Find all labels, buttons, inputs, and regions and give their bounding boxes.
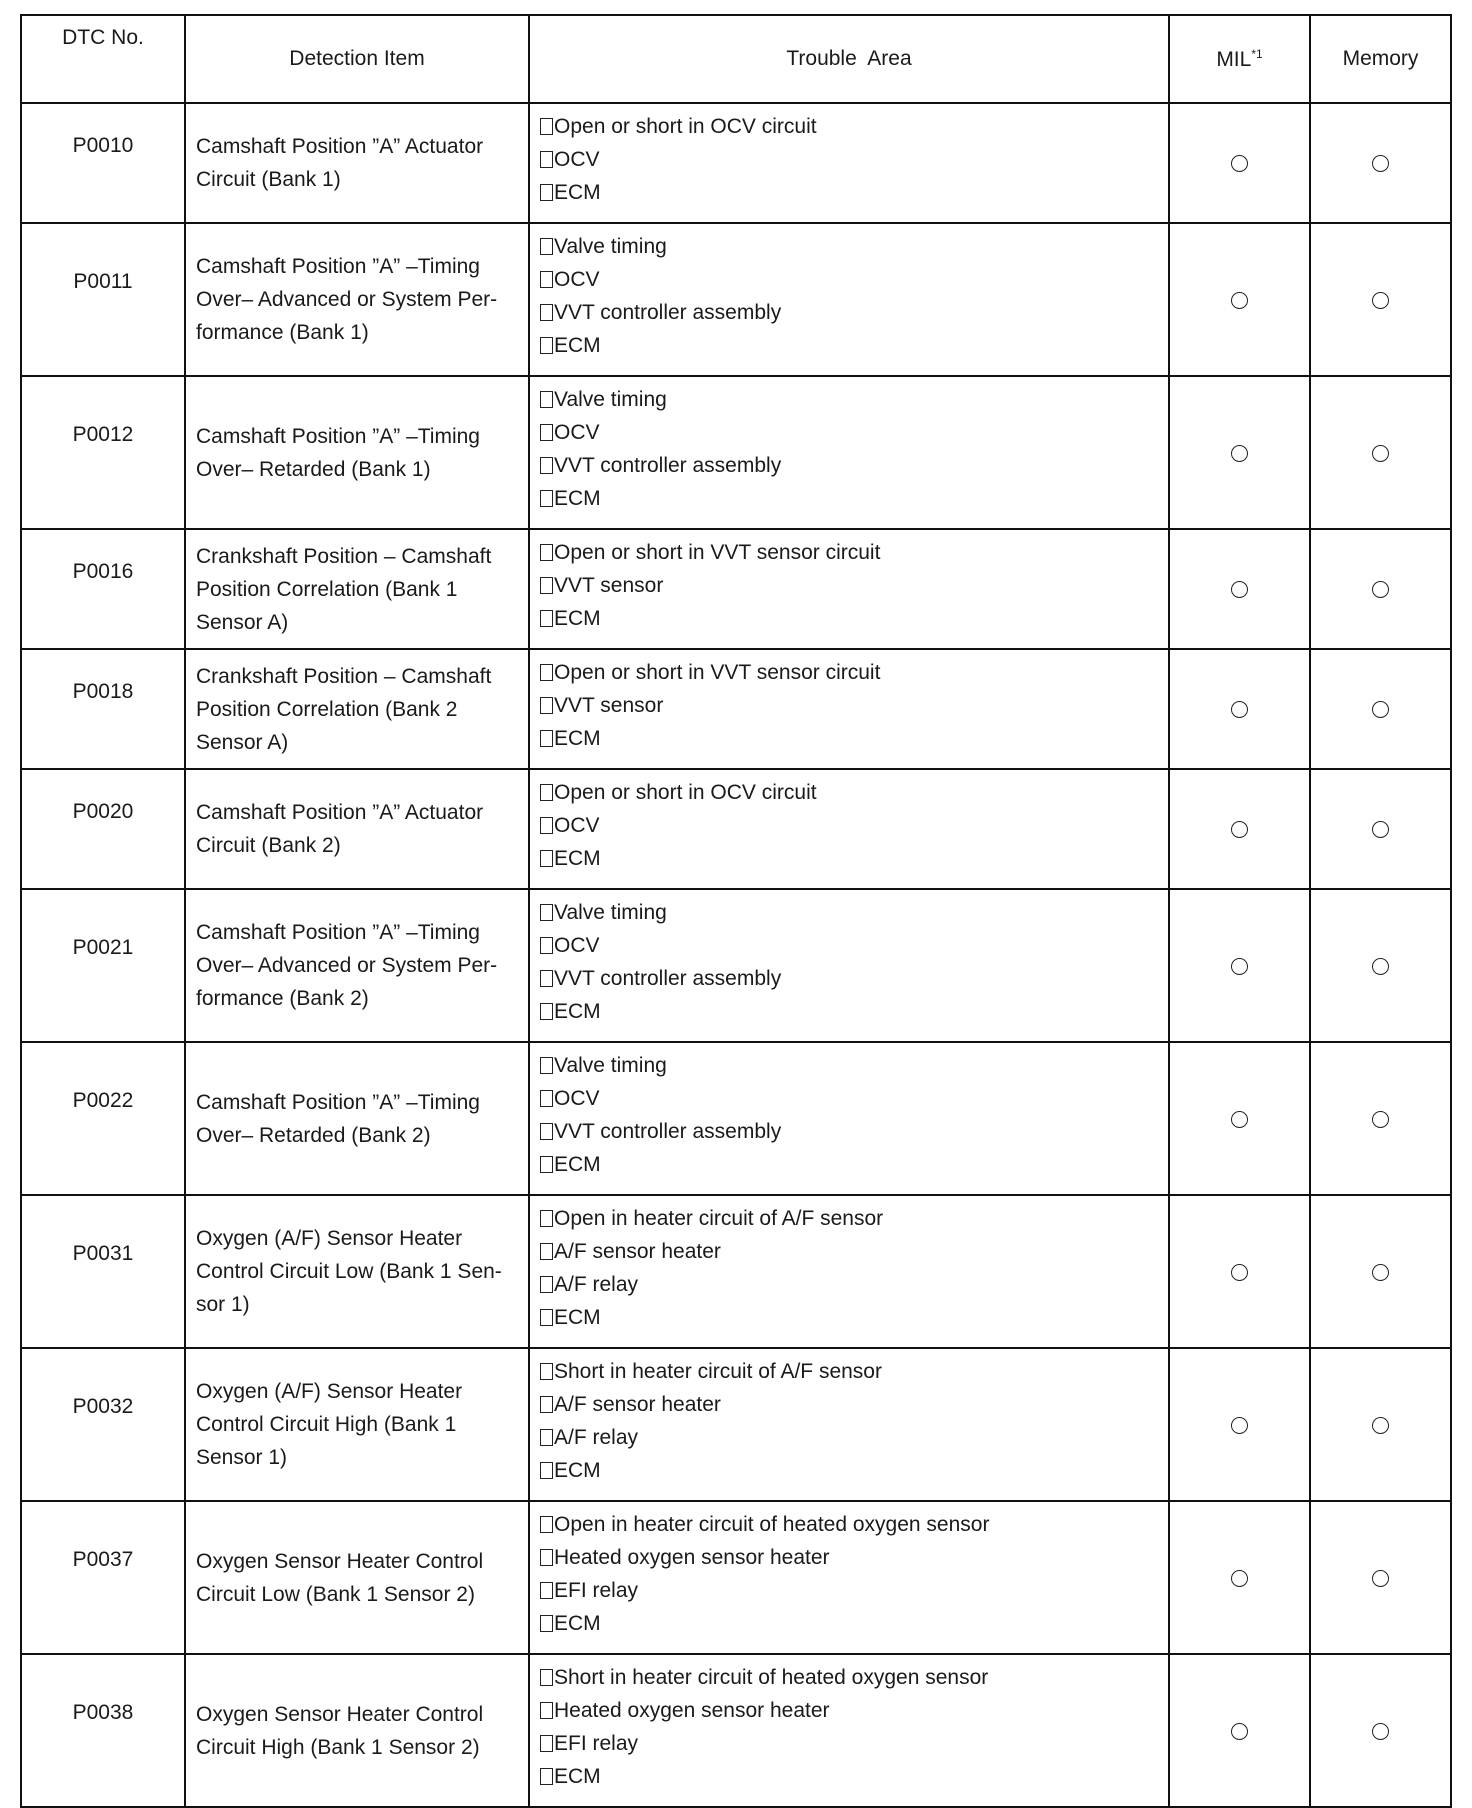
- memory-cell: [1310, 376, 1451, 529]
- memory-cell: [1310, 889, 1451, 1042]
- trouble-area-item: [540, 842, 1158, 875]
- bullet-box-icon: [540, 457, 553, 474]
- memory-cell: [1310, 1195, 1451, 1348]
- memory-cell: [1310, 1348, 1451, 1501]
- trouble-area-item: [540, 143, 1158, 176]
- bullet-box-icon: [540, 391, 553, 408]
- bullet-box-icon: [540, 1363, 553, 1380]
- mil-cell: [1169, 529, 1310, 649]
- bullet-box-icon: [540, 1669, 553, 1686]
- bullet-box-icon: [540, 850, 553, 867]
- trouble-area-text: ECM: [554, 607, 601, 630]
- trouble-area-cell: [529, 1654, 1169, 1807]
- bullet-box-icon: [540, 271, 553, 288]
- bullet-box-icon: [540, 1276, 553, 1293]
- trouble-area-text: ECM: [554, 1765, 601, 1788]
- header-mil: [1169, 15, 1310, 103]
- trouble-area-item: [540, 1661, 1158, 1694]
- trouble-area-cell: [529, 1348, 1169, 1501]
- trouble-area-text: OCV: [554, 814, 600, 837]
- bullet-box-icon: [540, 937, 553, 954]
- trouble-area-text: Open or short in OCV circuit: [554, 781, 817, 804]
- bullet-box-icon: [540, 1462, 553, 1479]
- header-trouble-area-label: Trouble Area: [786, 47, 912, 70]
- detection-item-line: Sensor A): [196, 610, 289, 634]
- mil-cell: [1169, 889, 1310, 1042]
- trouble-area-text: Open or short in OCV circuit: [554, 115, 817, 138]
- detection-item-line: Crankshaft Position – Camshaft: [196, 664, 492, 688]
- trouble-area-cell: [529, 223, 1169, 376]
- trouble-area-text: Short in heater circuit of A/F sensor: [554, 1360, 882, 1383]
- detection-item-line: Sensor 1): [196, 1446, 288, 1469]
- trouble-area-cell: [529, 1195, 1169, 1348]
- trouble-area-item: [540, 110, 1158, 143]
- bullet-box-icon: [540, 784, 553, 801]
- header-detection-item: Detection Item: [185, 15, 529, 103]
- dtc-table: [20, 14, 1452, 1808]
- trouble-area-text: OCV: [554, 934, 600, 957]
- detection-item-line: Crankshaft Position – Camshaft: [196, 544, 492, 568]
- detection-item-line: Over– Advanced or System Per-: [196, 288, 498, 311]
- trouble-area-item: [540, 1388, 1158, 1421]
- trouble-area-item: [540, 176, 1158, 209]
- trouble-area-cell: [529, 103, 1169, 223]
- dtc-cell: [21, 1654, 185, 1807]
- header-row: [21, 15, 1451, 103]
- mil-circle-icon: [1231, 155, 1248, 172]
- trouble-area-cell: [529, 889, 1169, 1042]
- memory-circle-icon: [1372, 155, 1389, 172]
- memory-cell: [1310, 769, 1451, 889]
- trouble-area-text: Heated oxygen sensor heater: [554, 1546, 830, 1569]
- detection-item-cell: [185, 103, 529, 223]
- trouble-area-text: VVT controller assembly: [554, 301, 782, 324]
- detection-item-line: Circuit Low (Bank 1 Sensor 2): [196, 1582, 475, 1606]
- trouble-area-text: Open or short in VVT sensor circuit: [554, 541, 881, 564]
- detection-item-line: Circuit (Bank 2): [196, 834, 341, 857]
- memory-circle-icon: [1372, 292, 1389, 309]
- trouble-area-item: [540, 1268, 1158, 1301]
- trouble-area-item: [540, 416, 1158, 449]
- detection-item-line: Oxygen Sensor Heater Control: [196, 1549, 484, 1573]
- bullet-box-icon: [540, 1243, 553, 1260]
- dtc-cell: [21, 1501, 185, 1654]
- trouble-area-cell: [529, 769, 1169, 889]
- memory-cell: [1310, 529, 1451, 649]
- trouble-area-text: VVT sensor: [554, 574, 664, 597]
- trouble-area-text: VVT sensor: [554, 694, 664, 717]
- bullet-box-icon: [540, 1516, 553, 1533]
- dtc-cell: [21, 103, 185, 223]
- trouble-area-item: [540, 1082, 1158, 1115]
- detection-item-line: Camshaft Position ”A” –Timing: [196, 921, 480, 944]
- trouble-area-item: [540, 1202, 1158, 1235]
- detection-item-cell: [185, 1654, 529, 1807]
- detection-item-cell: [185, 1195, 529, 1348]
- detection-item-line: Oxygen (A/F) Sensor Heater: [196, 1380, 463, 1403]
- detection-item-cell: [185, 1042, 529, 1195]
- dtc-code: P0012: [72, 423, 134, 446]
- mil-circle-icon: [1231, 821, 1248, 838]
- trouble-area-item: [540, 689, 1158, 722]
- header-mil-note: *1: [1251, 46, 1263, 61]
- mil-cell: [1169, 1042, 1310, 1195]
- mil-cell: [1169, 103, 1310, 223]
- memory-cell: [1310, 1042, 1451, 1195]
- detection-item-line: Oxygen Sensor Heater Control: [196, 1702, 484, 1726]
- bullet-box-icon: [540, 424, 553, 441]
- trouble-area-text: ECM: [554, 1459, 601, 1482]
- detection-item-line: Over– Retarded (Bank 2): [196, 1123, 431, 1147]
- memory-cell: [1310, 1501, 1451, 1654]
- dtc-code: P0022: [72, 1089, 134, 1112]
- bullet-box-icon: [540, 337, 553, 354]
- memory-circle-icon: [1372, 1570, 1389, 1587]
- trouble-area-item: [540, 329, 1158, 362]
- bullet-box-icon: [540, 118, 553, 135]
- bullet-box-icon: [540, 1429, 553, 1446]
- trouble-area-item: [540, 1235, 1158, 1268]
- detection-item-line: Circuit (Bank 1): [196, 168, 341, 191]
- header-dtc: DTC No.: [21, 15, 185, 103]
- trouble-area-text: Open in heater circuit of A/F sensor: [554, 1207, 884, 1230]
- trouble-area-item: [540, 1727, 1158, 1760]
- bullet-box-icon: [540, 544, 553, 561]
- trouble-area-item: [540, 995, 1158, 1028]
- dtc-code: P0020: [72, 799, 134, 823]
- detection-item-line: Circuit High (Bank 1 Sensor 2): [196, 1735, 480, 1759]
- header-mil-label: MIL: [1216, 47, 1252, 71]
- trouble-area-text: ECM: [554, 334, 601, 357]
- trouble-area-text: A/F sensor heater: [554, 1240, 721, 1263]
- memory-circle-icon: [1372, 1417, 1389, 1434]
- trouble-area-item: [540, 809, 1158, 842]
- dtc-cell: [21, 529, 185, 649]
- detection-item-line: Position Correlation (Bank 2: [196, 697, 458, 721]
- trouble-area-cell: [529, 1501, 1169, 1654]
- table-row: [21, 769, 1451, 889]
- bullet-box-icon: [540, 664, 553, 681]
- memory-circle-icon: [1372, 958, 1389, 975]
- trouble-area-item: [540, 602, 1158, 635]
- dtc-code: P0038: [72, 1701, 134, 1724]
- mil-cell: [1169, 1195, 1310, 1348]
- detection-item-line: Control Circuit Low (Bank 1 Sen-: [196, 1260, 502, 1283]
- memory-circle-icon: [1372, 701, 1389, 718]
- trouble-area-item: [540, 482, 1158, 515]
- bullet-box-icon: [540, 1702, 553, 1719]
- dtc-code: P0021: [72, 936, 134, 959]
- mil-cell: [1169, 223, 1310, 376]
- trouble-area-text: Valve timing: [554, 235, 667, 258]
- detection-item-cell: [185, 1501, 529, 1654]
- mil-circle-icon: [1231, 1111, 1248, 1128]
- trouble-area-item: [540, 962, 1158, 995]
- trouble-area-text: Valve timing: [554, 1054, 667, 1077]
- detection-item-line: Sensor A): [196, 730, 289, 754]
- mil-cell: [1169, 376, 1310, 529]
- trouble-area-item: [540, 1508, 1158, 1541]
- trouble-area-item: [540, 383, 1158, 416]
- trouble-area-text: OCV: [554, 268, 600, 291]
- mil-circle-icon: [1231, 1723, 1248, 1740]
- detection-item-line: Camshaft Position ”A” –Timing: [196, 1090, 480, 1114]
- trouble-area-item: [540, 1421, 1158, 1454]
- table-row: [21, 889, 1451, 1042]
- dtc-cell: [21, 1195, 185, 1348]
- dtc-code: P0037: [72, 1548, 134, 1571]
- mil-circle-icon: [1231, 1417, 1248, 1434]
- detection-item-cell: [185, 769, 529, 889]
- detection-item-line: Camshaft Position ”A” –Timing: [196, 255, 480, 278]
- table-row: [21, 1654, 1451, 1807]
- memory-circle-icon: [1372, 821, 1389, 838]
- dtc-cell: [21, 376, 185, 529]
- trouble-area-item: [540, 1541, 1158, 1574]
- detection-item-line: Control Circuit High (Bank 1: [196, 1413, 457, 1436]
- bullet-box-icon: [540, 970, 553, 987]
- mil-circle-icon: [1231, 445, 1248, 462]
- bullet-box-icon: [540, 1210, 553, 1227]
- trouble-area-cell: [529, 376, 1169, 529]
- memory-cell: [1310, 103, 1451, 223]
- trouble-area-text: OCV: [554, 421, 600, 444]
- trouble-area-item: [540, 1355, 1158, 1388]
- trouble-area-item: [540, 722, 1158, 755]
- trouble-area-item: [540, 1454, 1158, 1487]
- mil-circle-icon: [1231, 1570, 1248, 1587]
- memory-cell: [1310, 1654, 1451, 1807]
- memory-circle-icon: [1372, 1723, 1389, 1740]
- detection-item-line: Oxygen (A/F) Sensor Heater: [196, 1227, 463, 1250]
- trouble-area-item: [540, 929, 1158, 962]
- bullet-box-icon: [540, 1615, 553, 1632]
- header-trouble-area: [529, 15, 1169, 103]
- memory-circle-icon: [1372, 1264, 1389, 1281]
- trouble-area-cell: [529, 1042, 1169, 1195]
- trouble-area-text: OCV: [554, 1087, 600, 1110]
- bullet-box-icon: [540, 610, 553, 627]
- dtc-cell: [21, 769, 185, 889]
- trouble-area-item: [540, 776, 1158, 809]
- table-row: [21, 1501, 1451, 1654]
- dtc-code: P0018: [72, 679, 134, 703]
- trouble-area-item: [540, 656, 1158, 689]
- trouble-area-item: [540, 536, 1158, 569]
- detection-item-line: Over– Advanced or System Per-: [196, 954, 498, 977]
- detection-item-cell: [185, 649, 529, 769]
- bullet-box-icon: [540, 1057, 553, 1074]
- bullet-box-icon: [540, 490, 553, 507]
- trouble-area-text: Valve timing: [554, 901, 667, 924]
- mil-cell: [1169, 1654, 1310, 1807]
- bullet-box-icon: [540, 1123, 553, 1140]
- dtc-cell: [21, 889, 185, 1042]
- dtc-code: P0016: [72, 559, 134, 583]
- memory-circle-icon: [1372, 445, 1389, 462]
- trouble-area-text: ECM: [554, 181, 601, 204]
- detection-item-line: formance (Bank 2): [196, 987, 369, 1010]
- bullet-box-icon: [540, 304, 553, 321]
- memory-circle-icon: [1372, 1111, 1389, 1128]
- trouble-area-item: [540, 449, 1158, 482]
- table-row: [21, 1348, 1451, 1501]
- trouble-area-item: [540, 1115, 1158, 1148]
- detection-item-cell: [185, 1348, 529, 1501]
- dtc-code: P0010: [72, 133, 134, 157]
- detection-item-cell: [185, 889, 529, 1042]
- table-row: [21, 1195, 1451, 1348]
- detection-item-line: Over– Retarded (Bank 1): [196, 457, 431, 481]
- trouble-area-text: ECM: [554, 727, 601, 750]
- bullet-box-icon: [540, 151, 553, 168]
- bullet-box-icon: [540, 817, 553, 834]
- trouble-area-text: A/F sensor heater: [554, 1393, 721, 1416]
- trouble-area-text: Heated oxygen sensor heater: [554, 1699, 830, 1722]
- trouble-area-text: ECM: [554, 1153, 601, 1176]
- bullet-box-icon: [540, 238, 553, 255]
- mil-cell: [1169, 1348, 1310, 1501]
- table-row: [21, 103, 1451, 223]
- detection-item-line: formance (Bank 1): [196, 321, 369, 344]
- detection-item-line: Camshaft Position ”A” –Timing: [196, 424, 480, 448]
- trouble-area-item: [540, 1694, 1158, 1727]
- bullet-box-icon: [540, 1156, 553, 1173]
- bullet-box-icon: [540, 1735, 553, 1752]
- trouble-area-text: A/F relay: [554, 1273, 639, 1296]
- trouble-area-text: Short in heater circuit of heated oxygen sensor: [554, 1666, 989, 1689]
- dtc-cell: [21, 223, 185, 376]
- bullet-box-icon: [540, 1768, 553, 1785]
- detection-item-line: Camshaft Position ”A” Actuator: [196, 801, 484, 824]
- bullet-box-icon: [540, 697, 553, 714]
- trouble-area-item: [540, 230, 1158, 263]
- bullet-box-icon: [540, 1396, 553, 1413]
- memory-cell: [1310, 223, 1451, 376]
- bullet-box-icon: [540, 730, 553, 747]
- bullet-box-icon: [540, 577, 553, 594]
- detection-item-cell: [185, 223, 529, 376]
- trouble-area-item: [540, 896, 1158, 929]
- trouble-area-cell: [529, 649, 1169, 769]
- trouble-area-cell: [529, 529, 1169, 649]
- detection-item-line: Position Correlation (Bank 1: [196, 577, 458, 601]
- table-row: [21, 376, 1451, 529]
- trouble-area-text: Open or short in VVT sensor circuit: [554, 661, 881, 684]
- header-memory: Memory: [1310, 15, 1451, 103]
- trouble-area-item: [540, 1148, 1158, 1181]
- trouble-area-item: [540, 1607, 1158, 1640]
- bullet-box-icon: [540, 1003, 553, 1020]
- mil-circle-icon: [1231, 1264, 1248, 1281]
- bullet-box-icon: [540, 1549, 553, 1566]
- dtc-code: P0032: [72, 1395, 134, 1418]
- trouble-area-text: EFI relay: [554, 1732, 639, 1755]
- mil-cell: [1169, 1501, 1310, 1654]
- trouble-area-item: [540, 1049, 1158, 1082]
- mil-circle-icon: [1231, 701, 1248, 718]
- trouble-area-text: ECM: [554, 1612, 601, 1635]
- trouble-area-text: Open in heater circuit of heated oxygen sensor: [554, 1513, 990, 1536]
- trouble-area-text: VVT controller assembly: [554, 1120, 782, 1143]
- table-row: [21, 649, 1451, 769]
- detection-item-cell: [185, 376, 529, 529]
- bullet-box-icon: [540, 1309, 553, 1326]
- trouble-area-item: [540, 296, 1158, 329]
- trouble-area-text: Valve timing: [554, 388, 667, 411]
- trouble-area-text: ECM: [554, 847, 601, 870]
- memory-circle-icon: [1372, 581, 1389, 598]
- bullet-box-icon: [540, 1090, 553, 1107]
- mil-circle-icon: [1231, 292, 1248, 309]
- mil-cell: [1169, 649, 1310, 769]
- dtc-cell: [21, 1042, 185, 1195]
- trouble-area-text: EFI relay: [554, 1579, 639, 1602]
- trouble-area-item: [540, 263, 1158, 296]
- bullet-box-icon: [540, 184, 553, 201]
- detection-item-cell: [185, 529, 529, 649]
- bullet-box-icon: [540, 904, 553, 921]
- dtc-code: P0011: [73, 270, 133, 293]
- trouble-area-text: VVT controller assembly: [554, 454, 782, 477]
- trouble-area-text: A/F relay: [554, 1426, 639, 1449]
- detection-item-line: sor 1): [196, 1293, 250, 1316]
- trouble-area-text: VVT controller assembly: [554, 967, 782, 990]
- dtc-cell: [21, 1348, 185, 1501]
- table-row: [21, 529, 1451, 649]
- table-row: [21, 223, 1451, 376]
- dtc-code: P0031: [72, 1242, 134, 1265]
- trouble-area-text: ECM: [554, 1306, 601, 1329]
- table-row: [21, 1042, 1451, 1195]
- trouble-area-text: ECM: [554, 1000, 601, 1023]
- bullet-box-icon: [540, 1582, 553, 1599]
- trouble-area-text: ECM: [554, 487, 601, 510]
- trouble-area-item: [540, 1760, 1158, 1793]
- detection-item-line: Camshaft Position ”A” Actuator: [196, 135, 484, 158]
- mil-cell: [1169, 769, 1310, 889]
- mil-circle-icon: [1231, 958, 1248, 975]
- memory-cell: [1310, 649, 1451, 769]
- trouble-area-text: OCV: [554, 148, 600, 171]
- dtc-cell: [21, 649, 185, 769]
- mil-circle-icon: [1231, 581, 1248, 598]
- trouble-area-item: [540, 1574, 1158, 1607]
- trouble-area-item: [540, 569, 1158, 602]
- trouble-area-item: [540, 1301, 1158, 1334]
